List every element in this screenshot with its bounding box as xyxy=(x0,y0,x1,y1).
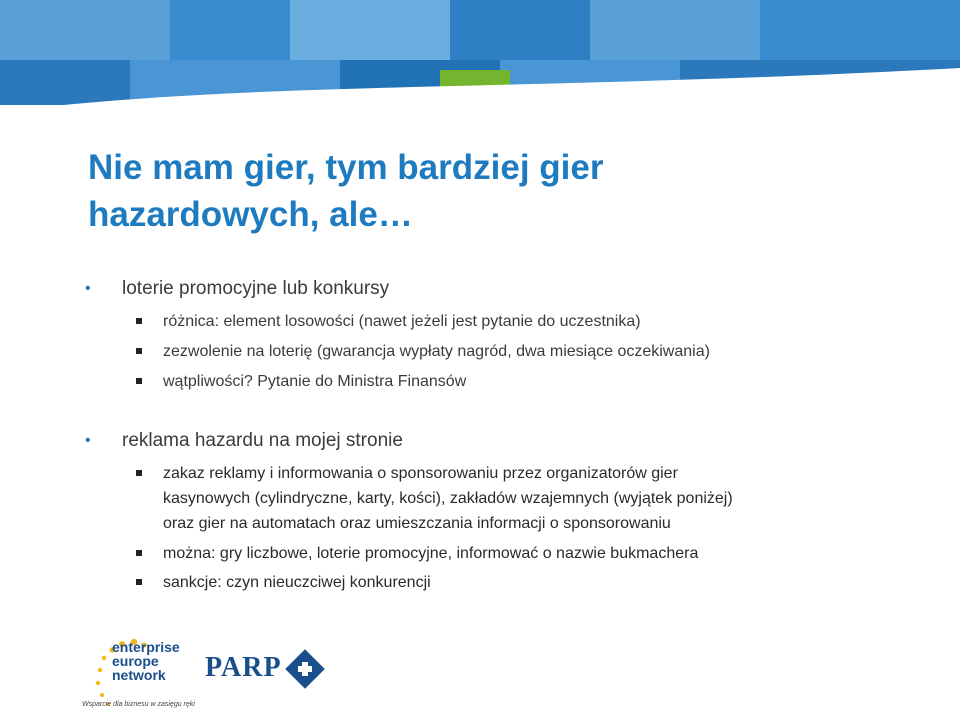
bullet-text: wątpliwości? Pytanie do Ministra Finansów xyxy=(163,373,467,390)
bullet-square-icon xyxy=(136,318,142,324)
een-line: enterprise xyxy=(112,639,180,655)
bullet-text: można: gry liczbowe, loterie promocyjne, informować o nazwie bukmachera xyxy=(163,545,699,562)
bullet-square-icon xyxy=(136,378,142,384)
een-line: europe xyxy=(112,653,159,669)
bullet-level2 xyxy=(163,369,893,394)
bullet-square-icon xyxy=(136,579,142,585)
parp-emblem-icon xyxy=(282,646,328,692)
bullet-text: zezwolenie na loterię (gwarancja wypłaty nagród, dwa miesiące oczekiwania) xyxy=(163,343,710,360)
bullet-text: różnica: element losowości (nawet jeżeli jest pytanie do uczestnika) xyxy=(163,313,641,330)
een-line: network xyxy=(112,667,166,683)
bullet-square-icon xyxy=(136,348,142,354)
bullet-text-line: oraz gier na automatach oraz umieszczania informacji o sponsorowaniu xyxy=(163,515,671,532)
bullet-level2 xyxy=(163,339,893,364)
bullet-level1 xyxy=(85,277,390,301)
bullet-text: loterie promocyjne lub konkursy xyxy=(122,278,390,299)
bullet-text-line: kasynowych (cylindryczne, karty, kości), zakładów wzajemnych (wyjątek poniżej) xyxy=(163,490,733,507)
footer-logos xyxy=(0,610,960,711)
bullet-level2 xyxy=(163,461,893,536)
parp-wordmark: PARP xyxy=(205,652,282,683)
bullet-dot-icon: • xyxy=(85,280,91,297)
bullet-text: sankcje: czyn nieuczciwej konkurencji xyxy=(163,574,431,591)
bullet-text-line: zakaz reklamy i informowania o sponsorowaniu przez organizatorów gier xyxy=(163,465,678,482)
een-tagline: Wsparcie dla biznesu w zasięgu ręki xyxy=(82,701,195,708)
bullet-text: reklama hazardu na mojej stronie xyxy=(122,430,403,451)
title-line-2: hazardowych, ale… xyxy=(88,195,413,234)
bullet-level2 xyxy=(163,309,893,334)
bullet-level2 xyxy=(163,570,893,595)
title-line-1: Nie mam gier, tym bardziej gier xyxy=(88,148,604,187)
een-wordmark xyxy=(112,640,180,682)
bullet-square-icon xyxy=(136,470,142,476)
bullet-level1 xyxy=(85,429,403,453)
bullet-square-icon xyxy=(136,550,142,556)
bullet-level2 xyxy=(163,541,893,566)
bullet-dot-icon: • xyxy=(85,432,91,449)
